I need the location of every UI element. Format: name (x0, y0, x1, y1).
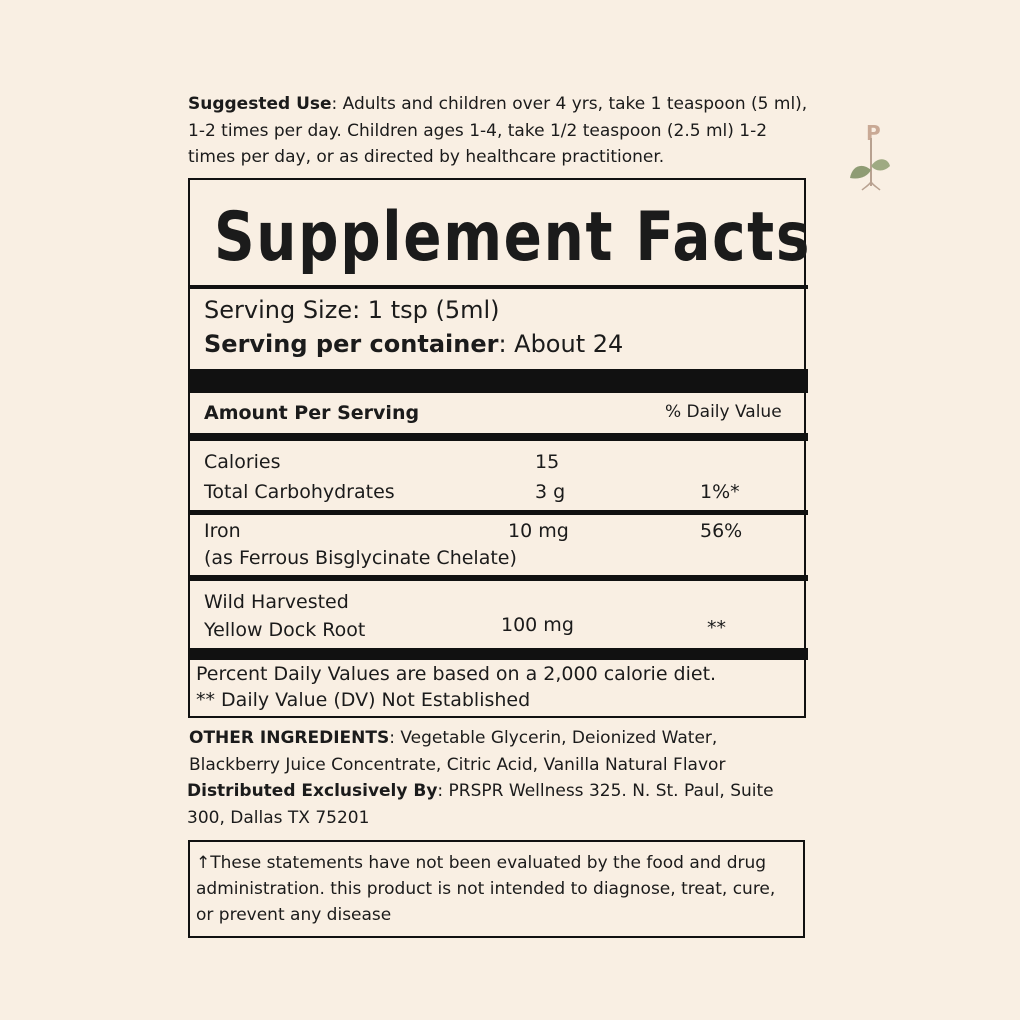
amount-per-serving-header: Amount Per Serving (204, 402, 420, 424)
nutrient-name: Wild Harvested (204, 591, 349, 613)
logo-letter: P (866, 122, 881, 145)
distributed-by-label: Distributed Exclusively By (187, 781, 438, 801)
suggested-use-text: : Adults and children over 4 yrs, take 1 teaspoon (5 ml), 1-2 times per day. Children ages 1-4, take 1/2 teaspoon (2.5 ml) 1-2 times per day, or as directed by healthcare practitioner. (188, 94, 808, 167)
other-ingredients-label: OTHER INGREDIENTS (189, 728, 390, 748)
distributed-by (187, 778, 799, 831)
serving-size: Serving Size: 1 tsp (5ml) (204, 296, 500, 324)
disclaimer-text: These statements have not been evaluated by the food and drug administration. this product is not intended to diagnose, treat, cure, or prevent any disease (196, 853, 776, 925)
other-ingredients-text: : Vegetable Glycerin, Deionized Water, Blackberry Juice Concentrate, Citric Acid, Vanilla Natural Flavor (189, 728, 726, 775)
nutrient-amount: 10 mg (508, 520, 569, 542)
facts-title: Supplement Facts (214, 198, 812, 277)
divider (190, 433, 808, 441)
footnote-dv-not-established: ** Daily Value (DV) Not Established (196, 689, 531, 711)
nutrient-name: Iron (204, 520, 241, 542)
suggested-use-label: Suggested Use (188, 94, 332, 114)
servings-value: : About 24 (498, 330, 624, 358)
nutrient-subname: (as Ferrous Bisglycinate Chelate) (204, 547, 517, 569)
divider (190, 510, 808, 515)
supplement-facts-panel (188, 178, 812, 718)
suggested-use (188, 91, 813, 171)
thick-divider (190, 369, 808, 393)
nutrient-dv: ** (707, 617, 726, 639)
brand-logo (846, 122, 894, 192)
nutrient-name: Total Carbohydrates (204, 481, 395, 503)
dagger-symbol: ↑ (196, 853, 211, 873)
divider (190, 285, 808, 289)
other-ingredients (189, 725, 789, 778)
sprout-icon (846, 122, 894, 192)
nutrient-name: Calories (204, 451, 281, 473)
nutrient-amount: 15 (535, 451, 560, 473)
fda-disclaimer (188, 840, 805, 938)
nutrient-name-line2: Yellow Dock Root (204, 619, 366, 641)
nutrient-amount: 100 mg (501, 614, 574, 636)
nutrient-dv: 1%* (700, 481, 740, 503)
thick-divider (190, 648, 808, 660)
nutrient-dv: 56% (700, 520, 743, 542)
nutrient-amount: 3 g (535, 481, 566, 503)
distributed-by-text: : PRSPR Wellness 325. N. St. Paul, Suite 300, Dallas TX 75201 (187, 781, 774, 828)
servings-per-container (204, 330, 623, 358)
servings-label: Serving per container (204, 330, 499, 358)
daily-value-header: % Daily Value (665, 402, 782, 422)
divider (190, 575, 808, 581)
footnote-daily-values: Percent Daily Values are based on a 2,000 calorie diet. (196, 663, 717, 685)
